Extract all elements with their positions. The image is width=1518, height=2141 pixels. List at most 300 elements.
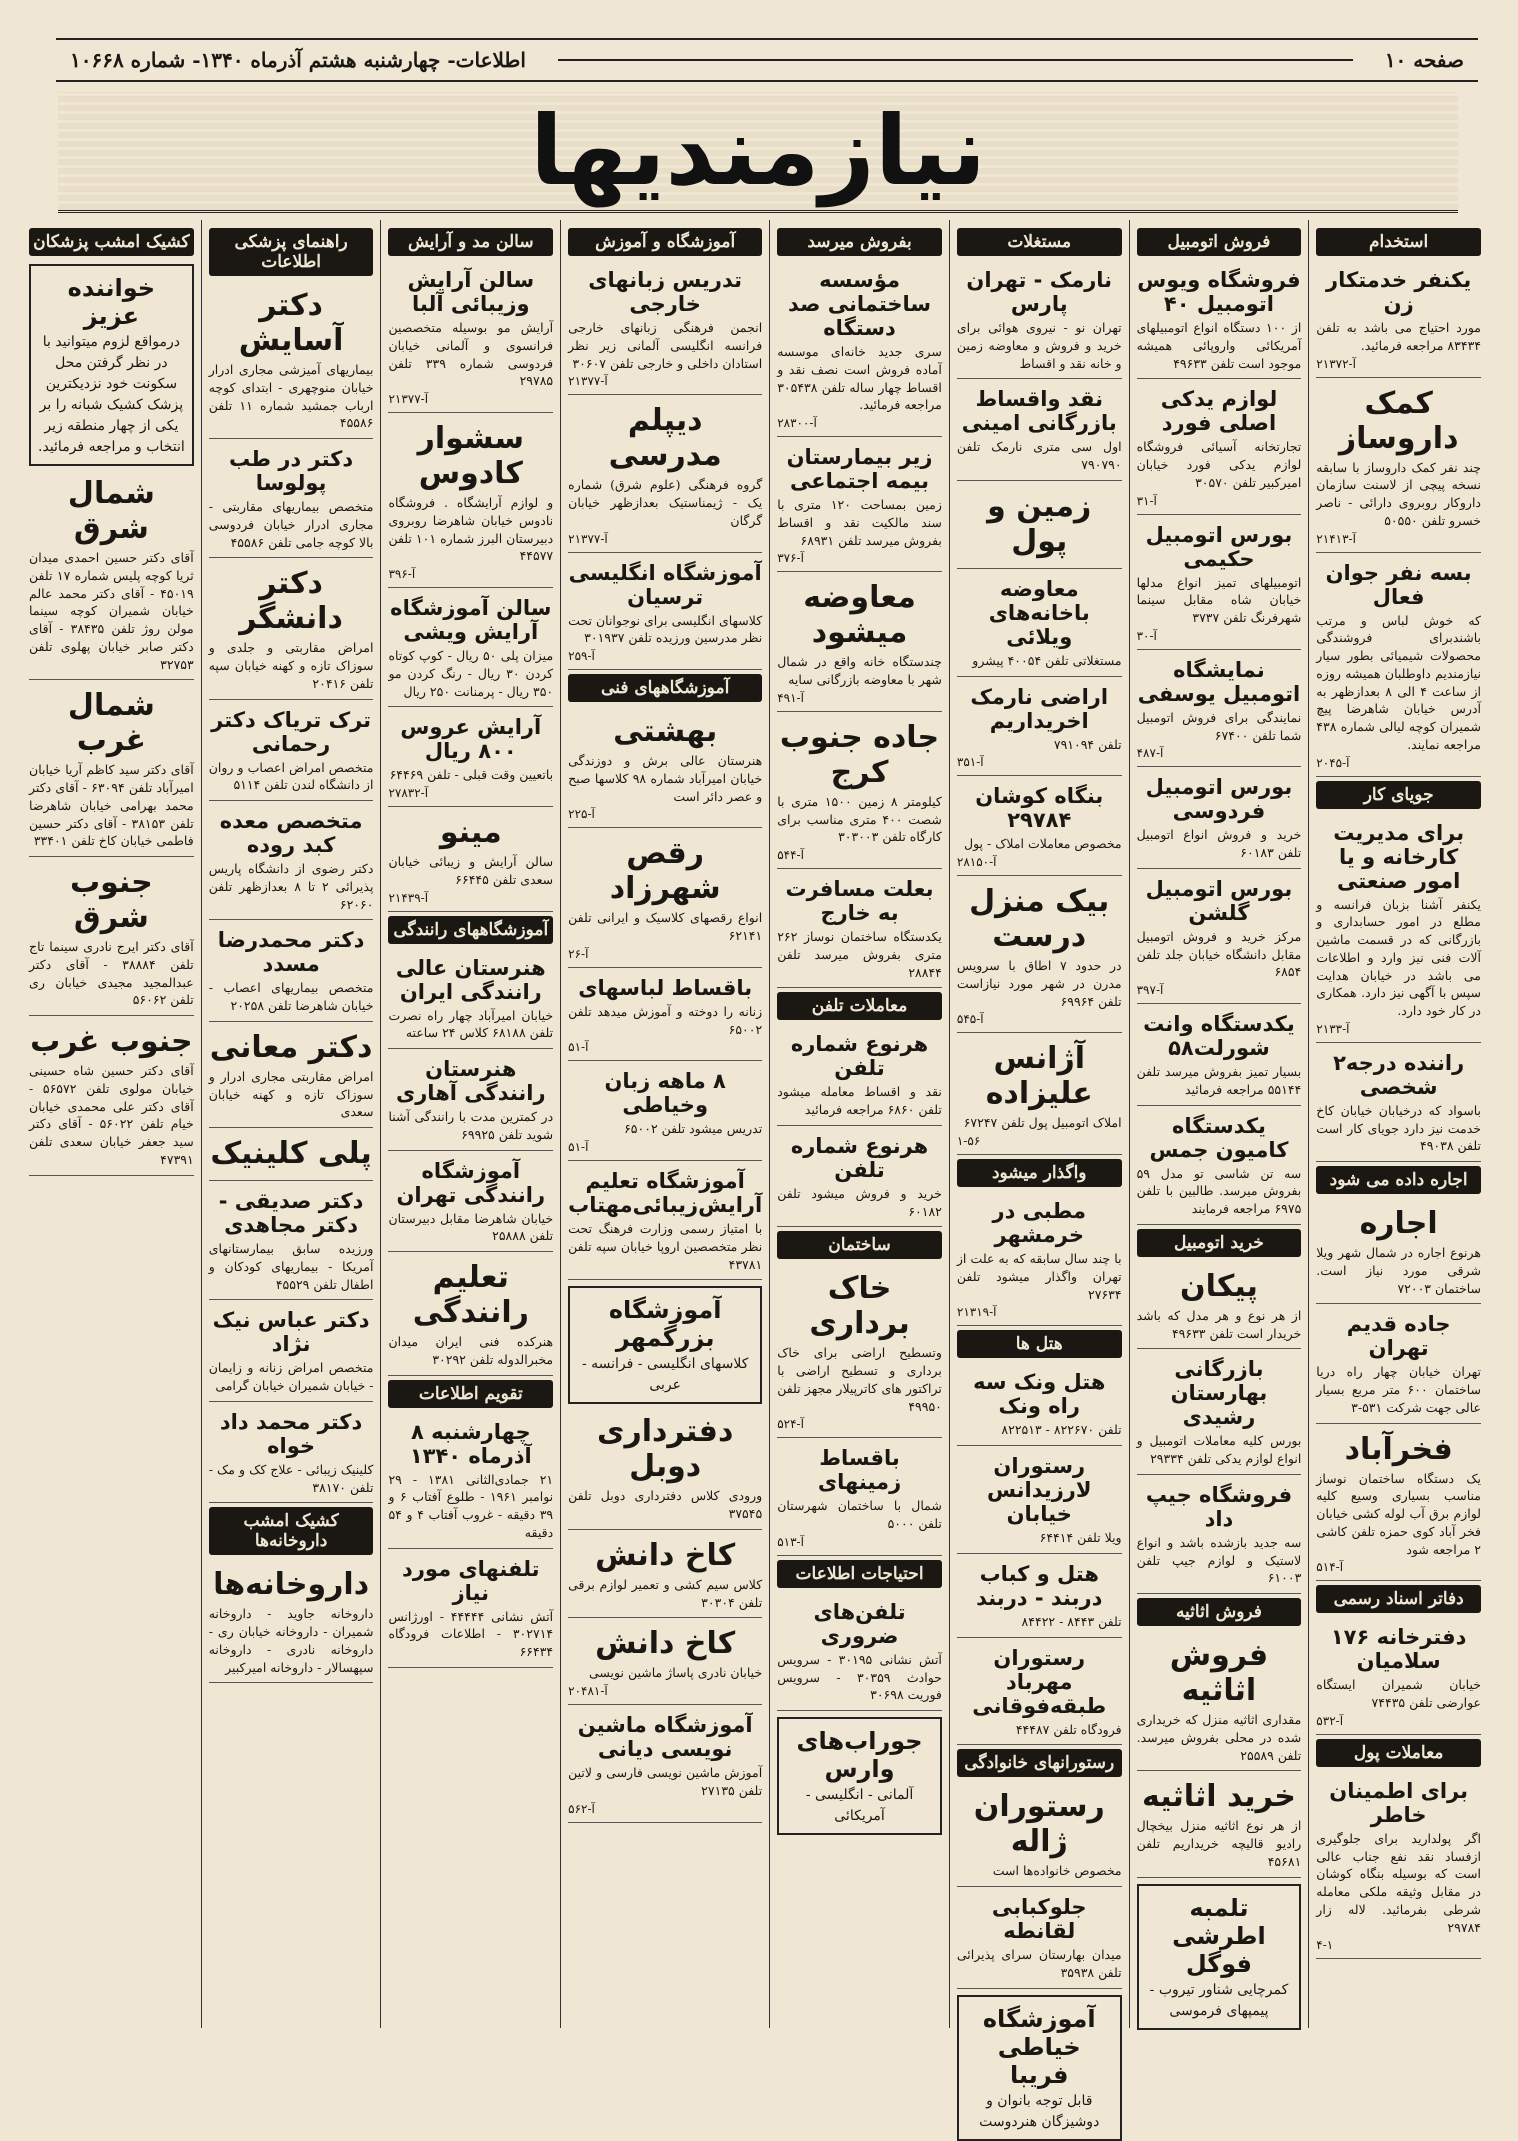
section-header: احتیاجات اطلاعات — [777, 1560, 942, 1588]
ad-title: ۸ ماهه زبان وخیاطی — [604, 1069, 726, 1118]
classified-ad — [1316, 382, 1481, 553]
ad-body: آقای دکتر سید کاظم آریا خیابان امیرآباد تلفن ۶۳۰۹۴ - آقای دکتر محمد بهرامی خیابان شاهرضا تلفن ۳۸۱۵۳ - آقای دکتر حسین فاطمی خیابان کاخ تلفن ۳۳۴۰۱ — [29, 762, 194, 849]
ad-title: سشوار کادوس — [417, 421, 524, 491]
classified-ad — [568, 264, 762, 395]
ad-title: نارمک - تهران پارس — [966, 268, 1113, 316]
ad-title: کاخ دانش — [595, 1626, 736, 1662]
ad-title: هرنوع شماره تلفن — [790, 1032, 929, 1081]
ad-body: اول سی متری نارمک تلفن ۷۹۰۷۹۰ — [956, 439, 1122, 472]
ad-title: آموزشگاه رانندگی تهران — [396, 1158, 546, 1207]
ad-body: که خوش لباس و مرتب باشندبرای فروشندگی محصولات شیمیائی بطور سیار نیازمندیم داوطلبان همیشه روزه از ساعت ۴ الی ۸ بعدازظهر به آدرس خیابان شاهرضا پیچ شمیران کوچه لیالی شماره ۴۳۸ مراجعه نمایند. — [1316, 612, 1481, 752]
ad-title: آرایش عروس ۸۰۰ ریال — [400, 715, 542, 764]
classified-ad — [777, 1442, 942, 1556]
column — [560, 220, 769, 2028]
classified-ad — [1137, 264, 1302, 379]
ad-code: آ-۳۷۶ — [777, 551, 804, 566]
classified-ad — [957, 880, 1122, 1033]
ad-code: آ-۲۲۵ — [568, 807, 595, 822]
ad-body: فرودگاه تلفن ۴۴۴۸۷ — [1015, 1721, 1122, 1737]
header-rule — [558, 59, 1353, 61]
issue-bar — [56, 38, 1478, 82]
ad-code: آ-۲۱۳۷۷ — [568, 531, 608, 546]
ad-code: آ-۵۱۳ — [777, 1534, 804, 1549]
classified-ad — [388, 1553, 553, 1668]
ad-title: پلی کلینیک — [210, 1136, 372, 1171]
section-header: مستغلات — [957, 228, 1122, 256]
classified-ad — [777, 1028, 942, 1126]
column — [201, 220, 381, 2028]
ad-body: از هر نوع اثاثیه منزل بیخچال رادیو قالیچه خریداریم تلفن ۴۵۶۸۱ — [1136, 1818, 1302, 1869]
section-header: رستورانهای خانوادگی — [957, 1749, 1122, 1777]
ad-title: هتل و کباب دربند - دربند — [976, 1561, 1103, 1610]
ad-code: آ-۲۸۳۰۰ — [777, 416, 817, 430]
ad-body: هنرستان عالی برش و دوزندگی خیابان امیرآباد شماره ۹۸ کلاسها صبح و عصر دائر است — [568, 753, 763, 804]
ad-title: بازرگانی بهارستان رشیدی — [1170, 1357, 1268, 1430]
section-header: سالن مد و آرایش — [388, 228, 553, 256]
ad-title: مؤسسه ساختمانی صد دستگاه — [788, 268, 932, 340]
classified-ad — [568, 1709, 762, 1823]
classified-ad — [777, 264, 942, 437]
ad-body: میدان بهارستان سرای پذیرائی تلفن ۳۵۹۳۸ — [956, 1947, 1122, 1980]
ad-body: زمین بمساحت ۱۲۰ متری با سند مالکیت نقد و اقساط بفروش میرسد تلفن ۶۸۹۳۱ — [777, 497, 942, 548]
ad-title: متخصص معده کبد روده — [219, 809, 363, 857]
ad-title: آموزشگاه انگلیسی ترسیان — [568, 560, 762, 609]
ad-body: املاک اتومبیل پول تلفن ۶۷۲۴۷ — [963, 1115, 1122, 1131]
ad-code: آ-۵۱۴ — [1316, 1560, 1344, 1575]
classified-ad — [1137, 1110, 1302, 1225]
ad-body: وتسطیح اراضی برای خاک برداری و تسطیح اراضی با تراکتور های کاترپیلار مجهز تلفن ۴۹۹۵۰ — [777, 1345, 942, 1414]
ad-title: جوراب‌های وارس — [796, 1727, 923, 1783]
classified-ad — [388, 811, 553, 912]
classified-ad — [388, 417, 553, 588]
ad-body: مرکز خرید و فروش اتومبیل مقابل دانشگاه خیابان جلد تلفن ۶۸۵۴ — [1136, 928, 1302, 980]
ad-title: نمایشگاه اتومبیل یوسفی — [1137, 657, 1301, 706]
ad-body: کیلومتر ۸ زمین ۱۵۰۰ متری با شصت ۴۰۰ متری مناسب برای کارگاه تلفن ۳۰۳۰۰۳ — [777, 793, 942, 845]
ad-title: اراضی نارمک اخریداریم — [970, 684, 1109, 733]
classified-ad — [957, 1642, 1122, 1746]
ad-body: خیابان شاهرضا مقابل دبیرستان تلفن ۲۵۸۸۸ — [388, 1210, 554, 1244]
classified-ad — [957, 485, 1122, 569]
ad-code: آ-۲۷۸۳۲ — [388, 786, 429, 800]
ad-title: جنوب غرب — [30, 1024, 193, 1059]
column — [1129, 220, 1309, 2028]
ad-title: دکتر محمدرضا مسدد — [217, 928, 365, 977]
section-header: معاملات تلفن — [777, 992, 942, 1020]
ad-title: داروخانه‌ها — [213, 1567, 370, 1603]
ad-title: آژانس علیزاده — [985, 1041, 1093, 1112]
column — [380, 220, 560, 2028]
ad-title: آموزشگاه خیاطی فریبا — [982, 2004, 1096, 2089]
ad-title: خرید اثاثیه — [1142, 1779, 1296, 1815]
ad-body: اتومبیلهای تمیز انواع مدلها خیابان شاه مقابل سینما شهرفرنگ تلفن ۳۷۳۷ — [1136, 574, 1302, 625]
ad-body: تجارتخانه آسیائی فروشگاه لوازم یدکی فورد خیابان امیرکبیر تلفن ۳۰۵۷۰ — [1136, 439, 1302, 490]
masthead-title: نیازمندیها — [529, 95, 987, 207]
ad-code: آ-۲۱۴۳۹ — [388, 890, 429, 905]
ad-title: هتل ونک سه راه ونک — [973, 1370, 1106, 1419]
classified-ad — [29, 472, 194, 680]
classified-ad — [568, 1165, 762, 1280]
classified-ad — [209, 562, 374, 699]
ad-body: با چند سال سابقه که به علت از تهران واگذار میشود تلفن ۲۷۶۳۴ — [956, 1251, 1122, 1302]
classified-ad — [957, 1195, 1122, 1326]
column — [1308, 220, 1488, 2028]
classified-ad — [777, 873, 942, 988]
classified-ad — [388, 1256, 553, 1376]
ad-body: سه جدید بازشده باشد و انواع لاستیک و لوازم جیپ تلفن ۶۱۰۰۳ — [1136, 1534, 1302, 1586]
ad-code: ۴-۱ — [1316, 1938, 1334, 1953]
ad-code: آ-۲۱۳۱۹ — [956, 1305, 997, 1320]
classified-ad — [777, 576, 942, 712]
ad-code: آ-۴۸۷ — [1136, 746, 1164, 761]
classified-ad — [388, 952, 553, 1050]
ad-title: یکدستگاه وانت شورلت۵۸ — [1143, 1012, 1295, 1060]
classified-ad — [568, 1534, 762, 1619]
ad-body: انجمن فرهنگی زبانهای خارجی فرانسه انگلیسی آلمانی زیر نظر استادان داخلی و خارجی تلفن ۳۰۶۰۷ — [568, 320, 763, 371]
ad-code: آ-۲۱۴۱۳ — [1316, 531, 1356, 546]
ad-body: دکتر رضوی از دانشگاه پاریس پذیرائی ۲ تا ۸ بعدازظهر تلفن ۶۲۰۶۰ — [208, 861, 374, 912]
ad-body: از ۱۰۰ دستگاه انواع اتومبیلهای آمریکائی واروپائی همیشه موجود است تلفن ۴۹۶۳۳ — [1136, 320, 1302, 371]
ad-code: آ-۵۳۲ — [1316, 1713, 1344, 1728]
masthead — [58, 92, 1458, 213]
ad-body: آتش نشانی ۳۰۱۹۵ - سرویس حوادث ۳۰۳۵۹ - سرویس فوریت ۳۰۶۹۸ — [777, 1651, 942, 1703]
ad-title: دفترخانه ۱۷۶ سلامیان — [1330, 1625, 1467, 1674]
ad-body: یک دستگاه ساختمان نوساز مناسب بسیاری وسیع کلیه لوازم برق آب لوله کشی خیابان فخر آباد کوی حمزه تلفن کاشی ۲ مراجعه شود — [1316, 1470, 1481, 1557]
ad-body: تهران نو - نیروی هوائی برای خرید و فروش و معاوضه زمین و خانه نقد و اقساط — [956, 320, 1122, 371]
ad-code: آ-۲۱۳۷۷ — [388, 392, 429, 406]
classified-ad — [568, 1622, 762, 1705]
ad-body: و لوازم آرایشگاه . فروشگاه نادوس خیابان شاهرضا روبروی دبیرستان البرز شماره ۱۰۱ تلفن ۴۴۵۷۷ — [388, 495, 554, 564]
ad-body: اگر پولداريد برای جلوگيری ازفساد نقد نفع جناب عالی است که بوسيله بنگاه کوشان در مقابل وثيقه ملکی معامله شرطی بفرمائيد. لاله زار ۲۹۷۸۴ — [1316, 1830, 1481, 1935]
ad-body: تلفن ۸۲۲۶۷۰ - ۸۲۲۵۱۳ — [1001, 1422, 1122, 1438]
ad-title: باقساط زمینهای — [817, 1446, 902, 1495]
classified-ad — [388, 1416, 553, 1549]
ad-body: امراض مقاربتی و جلدی و سوزاک تازه و کهنه خیابان سپه تلفن ۲۰۴۱۶ — [208, 640, 374, 691]
classified-ad — [209, 805, 374, 920]
section-header: آموزشگاههای رانندگی — [388, 916, 553, 944]
section-header: فروش اتومبیل — [1137, 228, 1302, 256]
ad-title: بعلت مسافرت به خارج — [785, 877, 934, 925]
ad-title: معاوضه میشود — [803, 580, 916, 651]
classified-ad — [777, 1596, 942, 1711]
ad-title: تعلیم رانندگی — [412, 1260, 529, 1330]
classified-ad — [957, 573, 1122, 677]
ad-body: مخصوص خانواده‌ها است — [992, 1863, 1122, 1879]
ad-title: رستوران ژاله — [973, 1789, 1105, 1860]
ad-body: آموزش ماشین نویسی فارسی و لاتین تلفن ۲۷۱۳۵ — [568, 1765, 763, 1798]
section-header: دفاتر اسناد رسمی — [1316, 1585, 1481, 1613]
classified-ad — [568, 832, 762, 968]
classified-ad — [957, 383, 1122, 481]
classified-ad — [568, 1065, 762, 1161]
ad-title: دکتر صدیقی - دکتر مجاهدی — [218, 1189, 364, 1237]
ad-title: کاخ دانش — [595, 1537, 736, 1573]
columns-container — [22, 220, 1488, 2130]
classified-ad — [1137, 873, 1302, 1004]
ad-title: رقص شهرزاد — [609, 836, 721, 907]
ad-body: تلفن ۷۹۱۰۹۴ — [1053, 736, 1122, 752]
ad-title: بسه نفر جوان فعال — [1325, 560, 1472, 609]
ad-title: فروش اثاثیه — [1169, 1638, 1269, 1708]
ad-body: مخصوص معاملات املاک - پول — [964, 836, 1122, 852]
ad-title: ترک تریاک دکتر رحمانی — [211, 707, 372, 756]
ad-body: بیماریهای آمیزشی مجاری ادرار خیابان منوچهری - ابتدای کوچه ارباب جمشید شماره ۱۱ تلفن ۴۵۵۸۶ — [208, 362, 374, 431]
ad-title: تلمبه اطرشی فوگل — [1172, 1893, 1266, 1978]
ad-code: ۱-۵۶ — [956, 1134, 981, 1148]
ad-title: سالن آموزشگاه آرایش ویشی — [390, 596, 552, 644]
ad-title: چهارشنبه ۸ آذرماه ۱۳۴۰ — [409, 1419, 532, 1468]
ad-title: رستوران لارزیدانس خیابان — [986, 1454, 1092, 1526]
classified-ad — [209, 1406, 374, 1504]
classified-ad — [777, 716, 942, 869]
ad-body: آقای دکتر ایرج نادری سینما تاج تلفن ۳۸۸۸۴ - آقای دکتر عبدالمجید مجیدی خیابان ری تلفن ۵۶۰۶۲ — [29, 939, 194, 1008]
ad-title: فخرآباد — [1344, 1431, 1453, 1467]
ad-title: بورس اتومبیل گلشن — [1145, 876, 1293, 925]
ad-title: باقساط لباسهای — [578, 975, 753, 1000]
ad-body: کلینیک زیبائی - علاج کک و مک - تلفن ۳۸۱۷۰ — [208, 1461, 374, 1495]
classified-ad — [209, 1563, 374, 1683]
ad-body: ورزیده سابق بیمارستانهای آمریکا - بیماریهای کودکان و اطفال تلفن ۴۵۵۲۹ — [208, 1241, 374, 1292]
ad-body: متخصص بیماریهای اعصاب - خیابان شاهرضا تلفن ۲۰۲۵۸ — [208, 980, 374, 1013]
ad-code: آ-۲۰۴۵ — [1316, 755, 1350, 770]
ad-title: جاده جنوب کرج — [779, 719, 940, 790]
ad-body: یکدستگاه ساختمان نوساز ۲۶۲ متری بفروش میرسد تلفن ۲۸۸۴۴ — [777, 929, 942, 980]
classified-ad — [957, 1891, 1122, 1989]
ad-code: آ-۵۱ — [568, 1040, 589, 1055]
classified-ad — [209, 443, 374, 558]
classified-ad — [957, 1366, 1122, 1446]
ad-body: متخصص امراض اعصاب و روان از دانشگاه لندن تلفن ۵۱۱۴ — [208, 759, 374, 793]
ad-body: میزان پلی ۵۰ ریال - کوپ کوتاه کردن ۳۰ ریال - رنگ کردن مو ۳۵۰ ریال - پرمنانت ۲۵۰ ریال — [388, 648, 554, 699]
section-header: استخدام — [1316, 228, 1481, 256]
ad-title: بنگاه کوشان ۲۹۷۸۴ — [975, 784, 1104, 833]
ad-code: آ-۵۴۵ — [956, 1012, 984, 1027]
classified-ad — [209, 1132, 374, 1181]
ad-body: مقداری اثاثیه منزل که خریداری شده در محلی بفروش میرسد. تلفن ۲۵۵۸۹ — [1136, 1712, 1302, 1763]
section-header: هتل ها — [957, 1330, 1122, 1358]
ad-body: گروه فرهنگی (علوم شرق) شماره یک - ژیمناستیک بعدازظهر خیابان گرگان — [568, 477, 763, 528]
classified-ad — [957, 1995, 1122, 2141]
classified-ad — [388, 711, 553, 807]
classified-ad — [209, 1185, 374, 1300]
ad-title: دفترداری دوبل — [596, 1414, 734, 1485]
column — [22, 220, 201, 2028]
classified-ad — [1137, 1884, 1302, 2030]
ad-title: هنرستان عالی رانندگی ایران — [395, 955, 546, 1004]
section-header: واگذار میشود — [957, 1159, 1122, 1187]
ad-title: لوازم یدکی اصلی فورد — [1160, 387, 1278, 436]
classified-ad — [1137, 383, 1302, 514]
ad-title: دکتر آسایش — [238, 288, 344, 358]
ad-body: هرنوع اجاره در شمال شهر ویلا شرقی مورد نیاز است. ساختمان ۷۲۰۰۳ — [1316, 1245, 1481, 1296]
section-header: کشیک امشب داروخانه‌ها — [209, 1507, 374, 1555]
ad-body: ورودی کلاس دفترداری دوبل تلفن ۳۷۵۴۵ — [568, 1488, 763, 1521]
classified-ad — [29, 264, 194, 466]
ad-title: دکتر عباس نیک نژاد — [212, 1308, 370, 1357]
ad-title: مطبی در خرمشهر — [992, 1199, 1086, 1247]
classified-ad — [957, 780, 1122, 876]
classified-ad — [957, 1785, 1122, 1887]
ad-body: نقد و اقساط معامله میشود تلفن ۶۸۶۰ مراجعه فرمائید — [777, 1084, 942, 1117]
ad-body: خیابان نادری پاساژ ماشین نویسی — [588, 1665, 763, 1681]
section-header: معاملات پول — [1316, 1739, 1481, 1767]
ad-title: معاوضه باخانه‌های ویلائی — [988, 576, 1090, 649]
section-header: ساختمان — [777, 1231, 942, 1259]
classified-ad — [1137, 1008, 1302, 1106]
ad-title: بورس اتومبیل حکیمی — [1145, 522, 1293, 571]
ad-title: برای اطمینان خاطر — [1329, 1778, 1468, 1827]
ad-body: درمواقع لزوم میتوانید با در نظر گرفتن محل سکونت خود نزدیکترین پزشک کشیک شبانه را بر یکی از چهار منطقه زیر انتخاب و مراجعه فرمائید. — [38, 334, 185, 455]
ad-code: آ-۵۲۴ — [777, 1417, 804, 1432]
classified-ad — [957, 1450, 1122, 1554]
ad-title: دیپلم مدرسی — [608, 403, 722, 474]
ad-title: دکتر دانشگر — [239, 566, 343, 637]
classified-ad — [957, 1037, 1122, 1155]
classified-ad — [209, 284, 374, 439]
ad-title: تلفنهای مورد نیاز — [402, 1556, 540, 1605]
ad-title: رستوران مهرباد طبقه‌فوقانی — [972, 1645, 1107, 1718]
classified-ad — [1137, 771, 1302, 869]
ad-body: سالن آرایش و زیبائی خیابان سعدی تلفن ۶۶۴۴۵ — [388, 854, 554, 887]
ad-body: چند نفر کمک داروساز با سابقه نسخه پیچی از لاسنت سازمان داروکار روبروی دارائی - ناصر خسرو تلفن ۵۰۵۵۰ — [1316, 459, 1481, 528]
ad-title: زیر بیمارستان بیمه اجتماعی — [786, 445, 933, 493]
section-header: خرید اتومبیل — [1137, 1229, 1302, 1257]
classified-ad — [1137, 654, 1302, 768]
ad-body: بورس کلیه معاملات اتومبیل و انواع لوازم یدکی تلفن ۲۹۳۳۴ — [1136, 1433, 1302, 1466]
ad-body: باسواد که درخیابان خیابان کاخ خدمت نیز دارد جویای کار است تلفن ۴۹۰۳۸ — [1316, 1102, 1481, 1154]
ad-title: دکتر در طب پولوسا — [229, 447, 354, 495]
ad-body: آرایش مو بوسیله متخصصین فرانسوی و آلمانی خیابان فردوسی شماره ۳۳۹ تلفن ۲۹۷۸۵ — [388, 320, 554, 389]
ad-body: داروخانه جاوید - داروخانه شمیران - داروخانه خیابان ری - داروخانه نادری - داروخانه سپهسالار - داروخانه امیرکبیر — [208, 1606, 374, 1675]
ad-body: مورد احتیاج می باشد به تلفن ۸۳۴۳۴ مراجعه فرمائید. — [1316, 320, 1481, 353]
section-header: کشیک امشب پزشکان — [29, 228, 194, 256]
column — [949, 220, 1129, 2130]
column — [769, 220, 949, 2028]
classified-ad — [777, 1130, 942, 1228]
ad-title: هنرستان رانندگی آهاری — [395, 1057, 546, 1105]
classified-ad — [29, 684, 194, 857]
ad-title: یکنفر خدمتکار زن — [1326, 268, 1472, 316]
ad-title: فروشگاه ویوس اتومبیل ۴۰ — [1137, 268, 1301, 316]
classified-ad — [388, 592, 553, 707]
ad-title: شمال غرب — [67, 688, 155, 759]
classified-ad — [777, 1267, 942, 1438]
ad-code: آ-۲۱۳۷۷ — [568, 374, 608, 389]
classified-ad — [957, 681, 1122, 777]
classified-ad — [1137, 1634, 1302, 1771]
classified-ad — [568, 710, 762, 828]
ad-title: کمک داروساز — [1338, 385, 1459, 456]
classified-ad — [388, 1053, 553, 1151]
ad-code: آ-۳۰ — [1136, 628, 1157, 643]
ad-code: آ-۲۵۹ — [568, 649, 595, 663]
classified-ad — [568, 1286, 762, 1404]
ad-title: نقد واقساط بازرگانی امینی — [961, 387, 1117, 436]
ad-title: آموزشگاه بزرگمهر — [608, 1296, 722, 1353]
section-header: جویای کار — [1316, 781, 1481, 809]
classified-ad — [1137, 1479, 1302, 1594]
section-header: آموزشگاههای فنی — [568, 674, 762, 702]
ad-body: مستغلاتی تلفن ۴۰۰۵۴ پیشرو — [972, 652, 1122, 668]
ad-title: خواننده عزیز — [67, 274, 156, 330]
ad-code: آ-۵۱ — [568, 1140, 589, 1154]
ad-body: کلاسهای انگلیسی - فرانسه - عربی — [581, 1356, 749, 1394]
ad-code: آ-۲۶ — [568, 946, 589, 961]
ad-body: نمایندگی برای فروش اتومبیل شما تلفن ۶۷۴۰۰ — [1136, 709, 1302, 743]
classified-ad — [1316, 264, 1481, 378]
ad-body: یکنفر آشنا بزبان فرانسه و مطلع در امور حسابداری و بازرگانی که در قسمت ماشین آلات فنی نیز وارد و اطلاعات می باشد در خیابان هدایت سپس با آگهی نیز دارد. همکاری در کار خود دارد. — [1316, 896, 1481, 1018]
classified-ad — [1316, 817, 1481, 1043]
ad-body: تدریس میشود تلفن ۶۵۰۰۲ — [624, 1121, 763, 1137]
classified-ad — [209, 1026, 374, 1128]
ad-body: تهران خیابان چهار راه دریا ساختمان ۶۰۰ متر مربع بسیار عالی جهت شرکت ۵۳۱-۳ — [1316, 1364, 1481, 1415]
ad-title: آموزشگاه تعلیم آرایش‌زیبائی‌مهتاب — [568, 1169, 763, 1217]
ad-body: خرید و فروش میشود تلفن ۶۰۱۸۲ — [777, 1185, 942, 1219]
ad-body: کمرچایی شناور تیروب - پیمپهای فرموسی — [1149, 1981, 1289, 2019]
ad-title: فروشگاه جیپ داد — [1145, 1482, 1293, 1531]
ad-body: باتعیین وقت قبلی - تلفن ۶۴۴۶۹ — [389, 767, 554, 783]
classified-ad — [1137, 1353, 1302, 1475]
ad-body: متخصص امراض زنانه و زایمان - خیابان شمیران خیابان گرامی — [208, 1360, 374, 1393]
ad-body: بسیار تمیز بفروش میرسد تلفن ۵۵۱۴۴ مراجعه فرمائید — [1136, 1064, 1302, 1097]
ad-body: امراض مقاربتی مجاری ادرار و سوزاک تازه و کهنه خیابان سعدی — [208, 1068, 374, 1120]
ad-body: خیابان امیرآباد چهار راه نصرت تلفن ۶۸۱۸۸ کلاس ۲۴ ساعته — [388, 1007, 554, 1041]
ad-body: خیابان شمیران ایستگاه عوارضی تلفن ۷۴۴۳۵ — [1316, 1677, 1481, 1710]
classified-ad — [568, 399, 762, 552]
ad-body: قابل توجه بانوان و دوشیزگان هنردوست — [979, 2092, 1100, 2130]
ad-title: راننده درجه۲ شخصی — [1333, 1050, 1465, 1099]
ad-title: برای مدیریت کارخانه و یا امور صنعتی — [1333, 820, 1465, 893]
classified-ad — [388, 264, 553, 413]
ad-title: یکدستگاه کامیون جمس — [1149, 1113, 1289, 1162]
ad-code: آ-۳۵۱ — [956, 755, 984, 770]
section-header: آموزشگاه و آموزش — [568, 228, 762, 256]
ad-title: تدریس زبانهای خارجی — [588, 268, 743, 316]
classified-ad — [1316, 557, 1481, 777]
ad-code: آ-۳۱ — [1136, 493, 1157, 508]
ad-body: در حدود ۷ اطاق با سرویس مدرن در شهر مورد نیازاست تلفن ۶۹۹۶۴ — [956, 958, 1122, 1009]
classified-ad — [1137, 1775, 1302, 1877]
ad-title: آموزشگاه ماشین نویسی دیانی — [577, 1713, 753, 1761]
classified-ad — [29, 1020, 194, 1176]
ad-code: آ-۴۹۱ — [777, 690, 804, 705]
ad-body: آقای دکتر حسین احمدی میدان ثریا کوچه پلیس شماره ۱۷ تلفن ۴۵۰۱۹ - آقای دکتر محمد عالم خیابان شمیران کوچه سینما مولن روژ تلفن ۳۸۴۳۵ - آقای دکتر صابر خیابان پهلوی تلفن ۳۲۷۵۳ — [29, 550, 194, 672]
classified-ad — [777, 1717, 942, 1835]
section-header: تقویم اطلاعات — [388, 1380, 553, 1408]
section-header: بفروش میرسد — [777, 228, 942, 256]
ad-title: جنوب شرق — [69, 865, 153, 935]
ad-body: ۲۱ جمادی‌الثانی ۱۳۸۱ - ۲۹ نوامبر ۱۹۶۱ - طلوع آفتاب ۶ و ۳۹ دقیقه - غروب آفتاب ۴ و ۵۴ دقیقه — [388, 1471, 554, 1540]
ad-title: سالن آرایش وزیبائی آلبا — [407, 268, 535, 316]
ad-body: از هر نوع و هر مدل که باشد خریدار است تلفن ۴۹۶۳۳ — [1136, 1307, 1302, 1341]
ad-body: هنرکده فنی ایران میدان مخبرالدوله تلفن ۳۰۲۹۲ — [388, 1334, 554, 1367]
ad-code: آ-۲۰۴۸۱ — [568, 1684, 608, 1698]
ad-code: آ-۲۸۱۵۰ — [956, 855, 997, 869]
ad-title: مینو — [439, 815, 502, 850]
ad-code: آ-۵۴۴ — [777, 848, 804, 862]
ad-body: آتش نشانی ۴۴۴۴۴ - اورژانس ۳۰۲۷۱۴ - اطلاعات فرودگاه ۶۶۴۳۴ — [388, 1608, 554, 1659]
ad-title: دکتر محمد داد خواه — [219, 1409, 363, 1458]
ad-title: تلفن‌های ضروری — [813, 1599, 906, 1648]
classified-ad — [957, 264, 1122, 379]
ad-body: خرید و فروش انواع اتومبیل تلفن ۶۰۱۸۳ — [1136, 827, 1302, 860]
ad-body: چندستگاه خانه واقع در شمال شهر با معاوضه بازرگانی سایه — [777, 654, 942, 687]
ad-body: زنانه را دوخته و آموزش میدهد تلفن ۶۵۰۰۲ — [568, 1003, 763, 1037]
classified-ad — [29, 861, 194, 1016]
ad-body: کلاسهای انگلیسی برای نوجوانان تحت نظر مدرسین ورزیده تلفن ۳۰۱۹۳۷ — [568, 612, 763, 646]
ad-code: آ-۵۶۲ — [568, 1801, 595, 1816]
ad-code: آ-۳۹۷ — [1136, 983, 1164, 997]
ad-title: شمال شرق — [67, 476, 155, 546]
